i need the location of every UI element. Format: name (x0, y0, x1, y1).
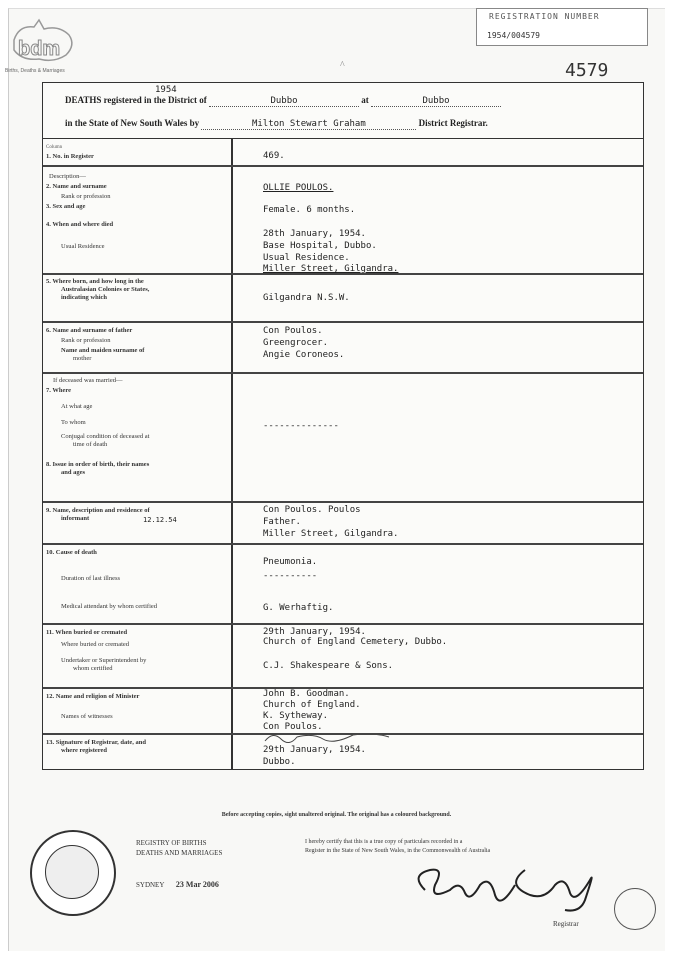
label-duration: Duration of last illness (61, 575, 121, 582)
label-name-surname: 2. Name and surname (46, 183, 107, 190)
value-witness-2: Con Poulos. (263, 722, 323, 732)
label-witnesses: Names of witnesses (61, 713, 113, 720)
value-no-register: 469. (263, 151, 285, 161)
svg-text:bdm: bdm (18, 38, 61, 60)
registration-number: 1954/004579 (487, 31, 540, 40)
value-father: Con Poulos. (263, 326, 323, 336)
death-register-form (42, 82, 644, 770)
label-minister: 12. Name and religion of Minister (46, 693, 140, 700)
district-value: Dubbo (209, 96, 359, 107)
at-place-value: Dubbo (371, 96, 501, 107)
value-father-rank: Greengrocer. (263, 338, 329, 348)
stamp-ring (614, 888, 656, 930)
row-divider (43, 321, 643, 323)
at-label: at (361, 95, 369, 105)
value-informant-address: Miller Street, Gilgandra. (263, 529, 399, 539)
registration-box (476, 8, 648, 46)
value-name: OLLIE POULOS. (263, 183, 334, 193)
label-born-3: indicating which (61, 294, 108, 301)
registry-line-2: DEATHS AND MARRIAGES (136, 849, 223, 857)
value-witness-1: K. Sytheway. (263, 711, 329, 721)
entry-number: 4579 (565, 60, 609, 81)
label-signature-1: 13. Signature of Registrar, date, and (46, 739, 147, 746)
label-mother-2: mother (73, 355, 92, 362)
value-died-place: Base Hospital, Dubbo. (263, 241, 377, 251)
label-father: 6. Name and surname of father (46, 327, 133, 334)
label-conjugal-1: Conjugal condition of deceased at (61, 433, 150, 440)
value-buried-place: Church of England Cemetery, Dubbo. (263, 637, 448, 647)
header-line-2 (65, 118, 488, 130)
label-issue-1: 8. Issue in order of birth, their names (46, 461, 150, 468)
logo-caption: Births, Deaths & Marriages (5, 68, 65, 74)
certification-text (305, 838, 490, 856)
value-signature-place: Dubbo. (263, 757, 296, 767)
column-label: Column (46, 145, 63, 150)
label-born-2: Australasian Colonies or States, (61, 286, 150, 293)
coat-of-arms-icon (45, 845, 99, 899)
registry-name (136, 838, 222, 858)
value-died-date: 28th January, 1954. (263, 229, 366, 239)
label-where: 7. Where (46, 387, 72, 394)
value-undertaker: C.J. Shakespeare & Sons. (263, 661, 394, 671)
registrar-signature (405, 855, 605, 915)
label-buried: 11. When buried or cremated (46, 629, 128, 636)
value-minister: John B. Goodman. (263, 689, 350, 699)
state-line: in the State of New South Wales by (65, 118, 200, 128)
value-born: Gilgandra N.S.W. (263, 293, 350, 303)
issue-date: 23 Mar 2006 (175, 880, 219, 889)
label-to-whom: To whom (61, 419, 86, 426)
value-medical: G. Werhaftig. (263, 603, 334, 613)
label-cause: 10. Cause of death (46, 549, 97, 556)
label-informant-1: 9. Name, description and residence of (46, 507, 150, 514)
value-residence: Miller Street, Gilgandra. (263, 264, 399, 274)
value-signature-date: 29th January, 1954. (263, 745, 366, 755)
registry-line-1: REGISTRY OF BIRTHS (136, 839, 207, 847)
registrar-name: Milton Stewart Graham (201, 119, 416, 130)
title-prefix: DEATHS registered in the District of (65, 95, 207, 105)
label-medical: Medical attendant by whom certified (61, 603, 158, 610)
registry-seal (30, 830, 116, 916)
label-rank: Rank or profession (61, 193, 111, 200)
label-usual-residence: Usual Residence (61, 243, 105, 250)
row-divider (43, 372, 643, 374)
check-mark-icon: ^ (340, 60, 345, 71)
informant-margin-note: 12.12.54 (143, 516, 177, 524)
value-informant-name: Con Poulos. Poulos (263, 505, 361, 515)
label-father-rank: Rank or profession (61, 337, 111, 344)
value-cause: Pneumonia. (263, 557, 318, 567)
label-informant-2: informant (61, 515, 90, 522)
label-undertaker-2: whom certified (73, 665, 113, 672)
value-religion: Church of England. (263, 700, 361, 710)
value-mother: Angie Coroneos. (263, 350, 345, 360)
label-conjugal-2: time of death (73, 441, 108, 448)
registrar-title: District Registrar. (418, 118, 488, 128)
original-notice: Before accepting copies, sight unaltered original. The original has a coloured background. (221, 812, 452, 818)
row-divider (43, 623, 643, 625)
label-when-where: 4. When and where died (46, 221, 114, 228)
issue-location-date (136, 880, 219, 889)
issue-city: SYDNEY (136, 881, 165, 889)
label-no-register: 1. No. in Register (46, 153, 94, 160)
label-signature-2: where registered (61, 747, 108, 754)
registration-label: REGISTRATION NUMBER (489, 12, 600, 21)
label-issue-2: and ages (61, 469, 86, 476)
year-stamp: 1954 (155, 85, 177, 95)
label-description: Description— (49, 173, 86, 180)
form-header (43, 83, 643, 139)
column-divider (231, 138, 233, 769)
label-born-1: 5. Where born, and how long in the (46, 278, 144, 285)
label-married: If deceased was married— (53, 377, 123, 384)
label-sex-age: 3. Sex and age (46, 203, 86, 210)
value-buried-date: 29th January, 1954. (263, 627, 366, 637)
value-informant-relation: Father. (263, 517, 301, 527)
value-married-dash: -------------- (263, 421, 339, 431)
row-divider (43, 501, 643, 503)
certify-line-2: Register in the State of New South Wales, in the Commonwealth of Australia (305, 848, 491, 854)
label-undertaker-1: Undertaker or Superintendent by (61, 657, 147, 664)
registrar-signature-scrawl (263, 729, 393, 745)
certify-line-1: I hereby certify that this is a true copy of particulars recorded in a (305, 839, 463, 845)
label-mother-1: Name and maiden surname of (61, 347, 145, 354)
value-residence-label: Usual Residence. (263, 253, 350, 263)
row-divider (43, 543, 643, 545)
registrar-caption: Registrar (553, 920, 579, 928)
row-divider (43, 165, 643, 167)
header-line-1 (65, 95, 501, 107)
value-duration: ---------- (263, 571, 318, 581)
label-what-age: At what age (61, 403, 93, 410)
label-where-buried: Where buried or cremated (61, 641, 130, 648)
value-sex-age: Female. 6 months. (263, 205, 356, 215)
